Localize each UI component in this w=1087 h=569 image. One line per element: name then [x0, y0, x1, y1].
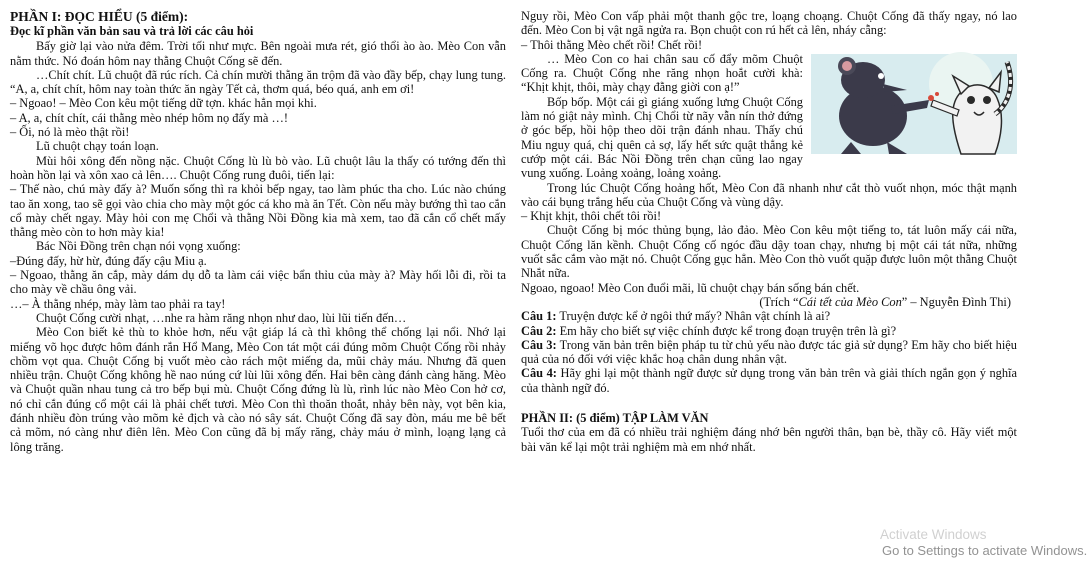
left-column: [10, 9, 506, 569]
story-right-top-paragraphs: [521, 9, 1017, 52]
story-paragraph: – Thế nào, chú mày đấy à? Muốn sống thì ra khỏi bếp ngay, tao làm phúc tha cho. Lúc nào chúng tao ăn xong, tao sẽ gọi vào chia cho mày một góc cá kho mà ăn Tết. Còn nếu mày bướng thì tao cắn cổ mày chết ngay. Mày hỏi con mẹ Chổi và thằng Nồi Đồng kia mà xem, tao đã cắn cổ chết mấy thằng mèo còn to hơn mày kia!: [10, 182, 506, 240]
story-paragraph: – Khịt khịt, thôi chết tôi rồi!: [521, 209, 662, 224]
rat-fighting-cat-illustration: [811, 54, 1017, 154]
activate-windows-watermark: Go to Settings to activate Windows.: [882, 543, 1087, 558]
story-paragraph: – Ngoao! – Mèo Con kêu một tiếng dữ tợn. khác hẳn mọi khi.: [10, 96, 317, 111]
question-item: [521, 309, 1017, 323]
story-paragraph: Trong lúc Chuột Cống hoảng hốt, Mèo Con đã nhanh như cắt thò vuốt nhọn, móc thật mạnh vào cái bụng trắng hếu của Chuột Cống và vùng dậy.: [521, 180, 1017, 209]
question-label: Câu 1:: [521, 309, 557, 324]
right-column: [521, 9, 1017, 569]
story-paragraph: – Ối, nó là mèo thật rồi!: [10, 125, 130, 140]
question-item: [521, 366, 1017, 395]
story-paragraph: Mùi hôi xông đến nồng nặc. Chuột Cống lù lù bò vào. Lũ chuột lâu la thấy có tướng đến thì hoàn hồn lại và xôn xao cả lên…. Chuột Cống rung đuôi, tiến lại:: [10, 153, 506, 182]
story-paragraph: Chuột Cống bị móc thủng bụng, lảo đảo. Mèo Con kêu một tiếng to, tát luôn mấy cái nữa, Chuột Cống lăn kềnh. Chuột Cống cố ngóc đầu dậy toan chạy, nhưng bị một cái tát nữa, những vuốt sắc cắm vào mặt nó. Chuột Cống gục hẳn. Mèo Con thò vuốt quặp được luôn một thằng Chuột Nhắt nữa.: [521, 223, 1017, 281]
question-item: [521, 324, 1017, 338]
story-paragraph: Mèo Con biết kẻ thù to khỏe hơn, nếu vật giáp lá cà thì không thể chống lại nổi. Nhớ lại miếng võ học được hôm đánh rắn Hổ Mang, Mèo Con tát một cái đúng mõm Chuột Cống rồi nhảy chồm vọt qua. Chuột Cống bị vuốt mèo cào rách một miếng da, mũi chảy máu. Nhưng đã quen nhiều trận. Chuột Cống không hề nao núng cứ lùi lũi xông đến. Hai bên càng đánh càng hăng. Mèo và Chuột quần nhau tung cả tro bếp bụi mù. Chuột Cống đứng lù lù, rình lúc nào Mèo Con hở cơ, nó chỉ cắn đúng cổ một cái là phải chết tươi. Mèo Con thì thoăn thoắt, nhảy bên này, vọt bên kia, đánh nhiều đòn trúng vào mõm kẻ địch và cào nó sây sát. Chuột Cống đã say đòn, máu me bê bết cả mõm, nó càng như điên lên. Mèo Con cũng đã bị mấy răng, chảy máu ở mình, loạng lạng cả lông trăng.: [10, 325, 506, 454]
question-text: Em hãy cho biết sự việc chính được kể trong đoạn truyện trên là gì?: [559, 323, 897, 338]
story-paragraph: Chuột Cống cười nhạt, …nhe ra hàm răng nhọn như dao, lùi lũi tiến đến…: [36, 310, 407, 325]
question-label: Câu 3:: [521, 337, 557, 352]
story-paragraph: – Ngoao, thằng ăn cắp, mày dám dụ dỗ ta làm cái việc bẩn thỉu của mày à? Mày hối lỗi đi, rồi ta cho mày về chầu ông vải.: [10, 268, 506, 297]
story-paragraph: … Mèo Con co hai chân sau cố đẩy mõm Chuột Cống ra. Chuột Cống nhe răng nhọn hoắt cười khà: “Khịt khịt, thôi, mày chạy đằng giời con ạ!”: [521, 51, 803, 95]
story-paragraph: …– À thằng nhép, mày làm tao phải ra tay!: [10, 296, 226, 311]
part2-body: Tuổi thơ của em đã có nhiều trải nghiệm đáng nhớ bên người thân, bạn bè, thầy cô. Hãy viết một bài văn kể lại một trải nghiệm mà em nhớ nhất.: [521, 425, 1017, 454]
part1-heading: PHẦN I: ĐỌC HIỂU (5 điểm):: [10, 9, 189, 24]
story-paragraph: Lũ chuột chạy toán loạn.: [36, 139, 159, 154]
story-paragraph: …Chít chít. Lũ chuột đã rúc rích. Cả chín mười thằng ăn trộm đã vào đầy bếp, chạy lung tung. “A, a, chít chít, hôm nay toàn thức ăn ngày Tết cả, thơm quá, béo quá, anh em ơi!: [10, 67, 506, 97]
questions-list: [521, 309, 1017, 395]
story-paragraph: Nguy rồi, Mèo Con vấp phải một thanh gộc tre, loạng choạng. Chuột Cống đã thấy ngay, nó lao đến. Mèo Con bị vật ngã ngửa ra. Bọn chuột con rú hết cả lên, nháy cẫng:: [521, 9, 1017, 38]
story-paragraph: Bác Nồi Đồng trên chạn nói vọng xuống:: [36, 239, 241, 254]
part2-heading: PHẦN II: (5 điểm) TẬP LÀM VĂN: [521, 411, 709, 426]
story-paragraph: – Thôi thằng Mèo chết rồi! Chết rồi!: [521, 37, 703, 52]
question-text: Truyện được kể ở ngôi thứ mấy? Nhân vật chính là ai?: [559, 309, 831, 324]
question-text: Trong văn bản trên biện pháp tu từ chủ yếu nào được tác giả sử dụng? Em hãy cho biết hiệu quả của nó đối với việc khắc hoạ chân dung nhân vật.: [521, 337, 1017, 367]
activate-windows-title: Activate Windows: [880, 527, 987, 542]
question-text: Hãy ghi lại một thành ngữ được sử dụng trong văn bản trên và giải thích ngắn gọn ý nghĩa của thành ngữ đó.: [521, 366, 1017, 395]
question-item: [521, 338, 1017, 367]
source-citation: (Trích “Cái tết của Mèo Con” – Nguyễn Đình Thi): [759, 294, 1011, 309]
part1-instruction: Đọc kĩ phần văn bản sau và trả lời các câu hỏi: [10, 24, 254, 38]
story-paragraph: Bốp bốp. Một cái gì giáng xuống lưng Chuột Cống làm nó giật nảy mình. Chị Chổi từ nãy vẫn nín thở đứng ở góc bếp, hồi hộp theo dõi trận đánh nhau. Thấy chú Miu nguy quá, chị quên cả sợ, lấy hết sức quật thẳng kẻ cướp một cái. Bác Nồi Đồng trên chạn cũng lao ngay vung xuống. Loảng xoảng, loảng xoảng.: [521, 94, 803, 181]
story-left-paragraphs: [10, 39, 506, 454]
story-paragraph: –Đúng đấy, hừ hừ, đúng đấy cậu Miu ạ.: [10, 253, 207, 268]
question-label: Câu 2:: [521, 323, 557, 338]
story-paragraph: Ngoao, ngoao! Mèo Con đuổi mãi, lũ chuột chạy bán sống bán chết.: [521, 280, 860, 295]
story-paragraph: Bấy giờ lại vào nửa đêm. Trời tối như mực. Bên ngoài mưa rét, gió thổi ào ào. Mèo Con vẫn nằm thức. Nó đoán hôm nay thằng Chuột Cống sẽ đến.: [10, 39, 506, 68]
story-paragraph: – A, a, chít chít, cái thằng mèo nhép hôm nọ đấy mà …!: [10, 110, 289, 125]
question-label: Câu 4:: [521, 366, 557, 381]
